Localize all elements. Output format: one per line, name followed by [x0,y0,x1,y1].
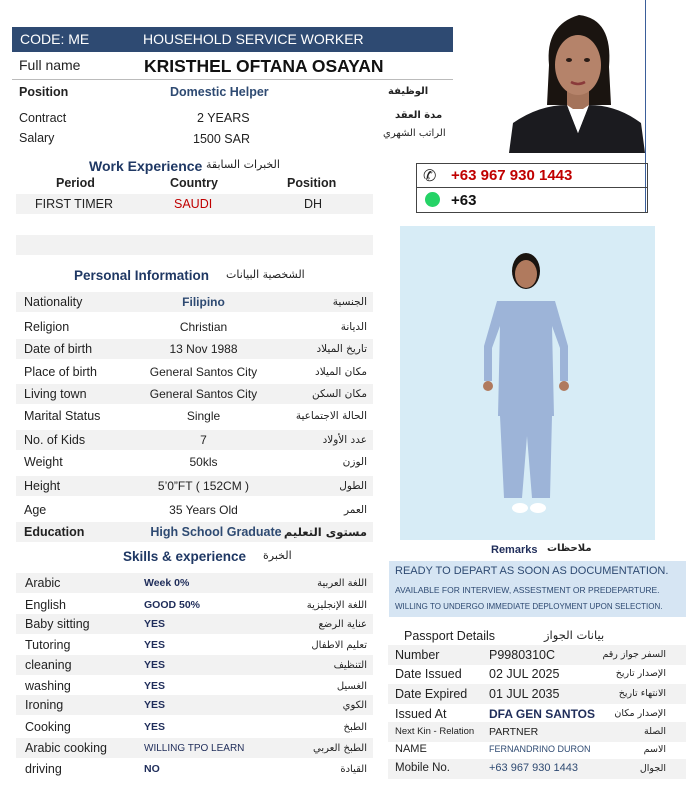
skill-row [16,614,373,634]
passport-row-mobile [388,759,686,779]
skill-label-ar: اللغة الإنجليزية [306,599,367,611]
pp-label: Number [395,648,440,662]
row-value: 7 [200,433,207,447]
skill-label-ar: الغسيل [336,680,367,692]
skill-value: YES [144,639,166,651]
row-label-ar: الوزن [342,456,367,468]
personal-row-marital [16,406,373,426]
skill-value: GOOD 50% [144,599,201,611]
skills-title-ar: الخبرة [263,549,292,562]
whatsapp-number: +63 [451,192,477,209]
row-label-ar: تاريخ الميلاد [316,343,367,355]
passport-title-ar: بيانات الجواز [544,628,605,642]
passport-title: Passport Details [404,629,496,643]
pp-label-ar: الصلة [643,726,666,737]
row-label-ar: مستوى التعليم [283,525,367,539]
pp-label: NAME [395,743,427,755]
contract-label: Contract [19,111,67,125]
pp-label: Date Issued [395,667,462,681]
pp-label-ar: الاسم [643,744,666,755]
passport-row-kin-relation [388,722,686,742]
remarks-title: Remarks [491,544,538,556]
personal-row-height [16,476,373,496]
contract-ar: مدة العقد [395,110,443,121]
row-label-ar: الجنسية [332,296,367,308]
personal-row-weight [16,452,373,472]
pp-value: P9980310C [489,648,556,662]
personal-row-living-town [16,384,373,404]
skill-value: Week 0% [144,577,190,589]
skill-label: Tutoring [25,638,71,652]
row-value: 13 Nov 1988 [169,342,238,356]
row-label: Weight [24,455,63,469]
salary-ar: الراتب الشهري [383,128,446,139]
pp-value: FERNANDRINO DURON [489,744,591,754]
personal-title-ar: الشخصية البيانات [226,268,305,281]
row-label: Nationality [24,295,83,309]
job-title: HOUSEHOLD SERVICE WORKER [143,31,364,47]
work-experience-title-ar: الخبرات السابقة [206,158,280,171]
portrait-illustration [509,5,645,153]
skill-value: YES [144,699,166,711]
personal-row-pob [16,362,373,382]
pp-value: PARTNER [489,726,539,738]
col-country: Country [170,176,218,190]
skill-value: NO [144,763,160,775]
personal-row-religion [16,317,373,337]
remarks-line-2: AVAILABLE FOR INTERVIEW, ASSESTMENT OR PREDEPARTURE. [395,585,660,595]
skill-value: YES [144,721,166,733]
row-value: General Santos City [149,387,258,401]
row-value: Filipino [182,295,225,309]
work-period: FIRST TIMER [35,197,114,211]
row-label: Date of birth [24,342,93,356]
position-value: Domestic Helper [170,85,269,99]
pp-label: Next Kin - Relation [395,726,475,737]
skill-row [16,676,373,696]
full-body-photo [400,226,655,540]
pp-label-ar: الإصدار مكان [614,708,666,719]
row-label-ar: عدد الأولاد [322,434,367,446]
skill-label: cleaning [25,658,72,672]
row-value: 35 Years Old [169,503,238,517]
row-value: Christian [179,320,228,334]
skill-label-ar: الطبخ العربي [313,742,367,754]
blank-row [16,235,373,255]
pp-label: Date Expired [395,687,468,701]
code-label: CODE: ME [20,31,90,47]
whatsapp-row [417,188,647,212]
skill-label: driving [25,762,62,776]
phone-number: +63 967 930 1443 [451,167,573,184]
row-value: 50kls [189,455,218,469]
salary-label: Salary [19,131,55,145]
full-name: KRISTHEL OFTANA OSAYAN [144,56,384,76]
remarks-line-1: READY TO DEPART AS SOON AS DOCUMENTATION. [395,565,669,577]
pp-label-ar: الجوال [639,763,666,774]
skill-label: Arabic [25,576,61,590]
work-experience-title: Work Experience [89,158,203,174]
whatsapp-icon [425,192,440,207]
row-value: General Santos City [149,365,258,379]
row-value: 5’0”FT ( 152CM ) [157,479,250,493]
skill-row [16,717,373,737]
full-body-illustration [400,226,655,540]
passport-row-kin-name [388,740,686,760]
personal-row-dob [16,339,373,359]
row-label: No. of Kids [24,433,86,447]
col-position: Position [287,176,337,190]
remarks-box [389,561,686,617]
skill-label: Ironing [25,698,64,712]
skill-value: YES [144,618,166,630]
remarks-line-3: WILLING TO UNDERGO IMMEDIATE DEPLOYMENT UPON SELECTION. [395,602,663,611]
skill-label-ar: الكوي [342,699,367,711]
skill-label-ar: القيادة [340,763,367,775]
skill-row [16,595,373,615]
pp-value: DFA GEN SANTOS [489,707,596,721]
skills-title: Skills & experience [123,549,247,564]
salary-value: 1500 SAR [193,132,250,146]
skill-label: Cooking [25,720,71,734]
contract-value: 2 YEARS [197,111,250,125]
skill-label-ar: تعليم الاطفال [311,639,367,651]
skill-row [16,573,373,593]
header-bar [12,27,453,52]
passport-row-issued [388,664,686,684]
skill-label: washing [25,679,71,693]
personal-row-nationality [16,292,373,312]
skill-label-ar: التنظيف [333,659,367,671]
phone-icon: ✆ [423,168,437,185]
skill-label-ar: الطبخ [343,721,367,733]
pp-value: +63 967 930 1443 [489,762,579,774]
pp-label-ar: الانتهاء تاريخ [618,688,666,699]
work-row [16,194,373,214]
pp-value: 01 JUL 2035 [489,687,560,701]
row-label-ar: مكان السكن [312,388,367,400]
row-label: Place of birth [24,365,97,379]
skill-label: English [25,598,66,612]
skill-label: Baby sitting [25,617,90,631]
passport-row-issued-at [388,704,686,724]
work-country: SAUDI [174,197,213,211]
position-label: Position [19,85,69,99]
personal-row-kids [16,430,373,450]
row-label-ar: الديانة [340,321,367,333]
contact-box [416,163,648,213]
row-label-ar: مكان الميلاد [315,366,367,378]
skill-value: YES [144,659,166,671]
personal-title: Personal Information [74,268,210,283]
row-label: Education [24,525,85,539]
full-name-label: Full name [19,57,81,73]
row-label-ar: الحالة الاجتماعية [295,410,367,422]
row-label: Living town [24,387,87,401]
pp-label: Mobile No. [395,762,450,774]
skill-row [16,759,373,779]
row-value: High School Graduate [150,525,282,539]
skill-row [16,655,373,675]
row-label: Marital Status [24,409,101,423]
row-label: Age [24,503,47,517]
col-period: Period [56,176,95,190]
row-label-ar: الطول [339,480,367,492]
position-ar: الوظيفة [388,86,429,97]
passport-row-expired [388,684,686,704]
row-label: Religion [24,320,70,334]
skill-label-ar: عناية الرضع [318,618,367,630]
row-label: Height [24,479,61,493]
skill-row [16,738,373,758]
pp-label: Issued At [395,707,447,721]
phone-row [417,164,647,188]
portrait-photo [509,5,645,153]
skill-label-ar: اللغة العربية [317,577,367,589]
skill-value: WILLING TPO LEARN [144,742,245,754]
skill-label: Arabic cooking [25,741,107,755]
personal-row-age [16,500,373,520]
row-label-ar: العمر [343,504,367,516]
pp-label-ar: الإصدار تاريخ [615,668,666,679]
divider [12,79,453,80]
pp-value: 02 JUL 2025 [489,667,560,681]
personal-row-education [16,522,373,542]
row-value: Single [186,409,221,423]
skill-row [16,695,373,715]
skill-row [16,635,373,655]
passport-row-number [388,645,686,665]
work-position: DH [304,197,323,211]
pp-label-ar: السفر جواز رقم [602,649,666,660]
remarks-title-ar: ملاحظات [547,543,592,554]
skill-value: YES [144,680,166,692]
